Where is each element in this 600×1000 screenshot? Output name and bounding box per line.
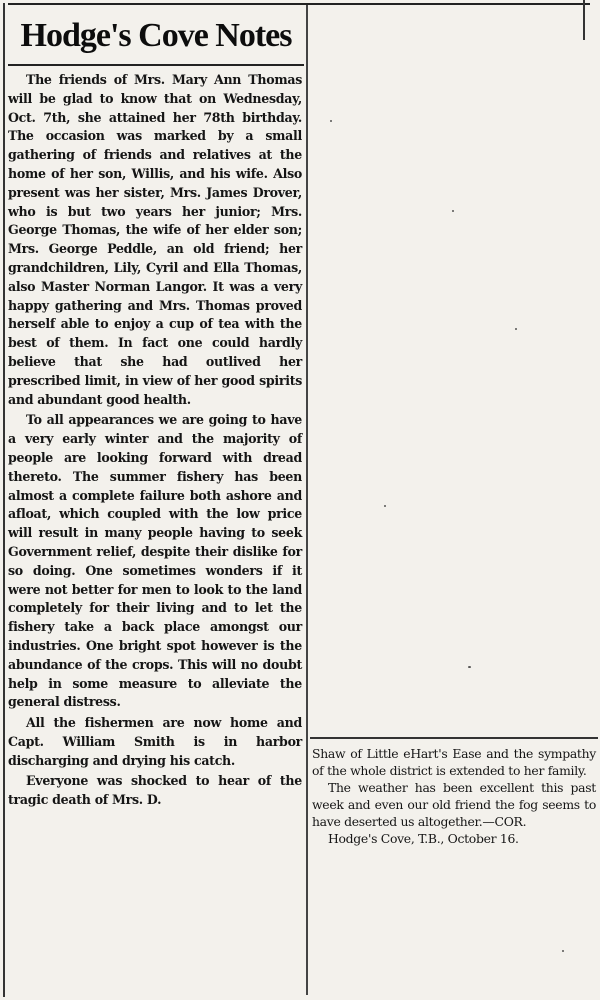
article-dateline: Hodge's Cove, T.B., October 16. [328,831,519,846]
continuation-rule [310,737,598,739]
print-speck [562,950,564,952]
continuation-paragraph-death: Shaw of Little eHart's Ease and the sympathy of the whole district is extended to her family. [312,746,596,778]
article-column-right [312,745,596,847]
print-speck [452,210,454,212]
article-headline: Hodge's Cove Notes [20,17,292,54]
article-paragraph-fishermen: All the fishermen are now home and Capt. William Smith is in harbor discharging and drying his catch. [8,715,302,768]
print-speck [330,120,332,122]
headline-rule [8,64,304,66]
print-speck [468,666,471,668]
left-border-rule [3,3,5,997]
print-speck [515,328,517,330]
article-column-left [8,71,302,810]
article-paragraph-death: Everyone was shocked to hear of the tragic death of Mrs. D. [8,773,302,808]
print-speck [384,505,386,507]
article-paragraph-birthday: The friends of Mrs. Mary Ann Thomas will be glad to know that on Wednesday, Oct. 7th, she attained her 78th birthday. The occasion was marked by a small gathering of friends and relatives at the home of her son, Willis, and his wife. Also present was her sister, Mrs. James Drover, who is but two years her junior; Mrs. George Thomas, the wife of her elder son; Mrs. George Peddle, an old friend; her grandchildren, Lily, Cyril and Ella Thomas, also Master Norman Langor. It was a very happy gathering and Mrs. Thomas proved herself able to enjoy a cup of tea with the best of them. In fact one could hardly believe that she had outlived her prescribed limit, in view of her good spirits and abundant good health. [8,72,302,407]
continuation-paragraph-weather: The weather has been excellent this past week and even our old friend the fog seems to have deserted us altogether.—COR. [312,780,596,829]
right-border-rule [583,0,585,40]
column-divider [306,5,308,995]
top-border-rule [8,3,590,5]
article-paragraph-winter: To all appearances we are going to have a very early winter and the majority of people are looking forward with dread thereto. The summer fishery has been almost a complete failure both ashore and afloat, which coupled with the low price will result in many people having to seek Government relief, despite their dislike for so doing. One sometimes wonders if it were not better for men to look to the land completely for their living and to let the fishery take a back place amongst our industries. One bright spot however is the abundance of the crops. This will no doubt help in some measure to alleviate the general distress. [8,412,302,710]
